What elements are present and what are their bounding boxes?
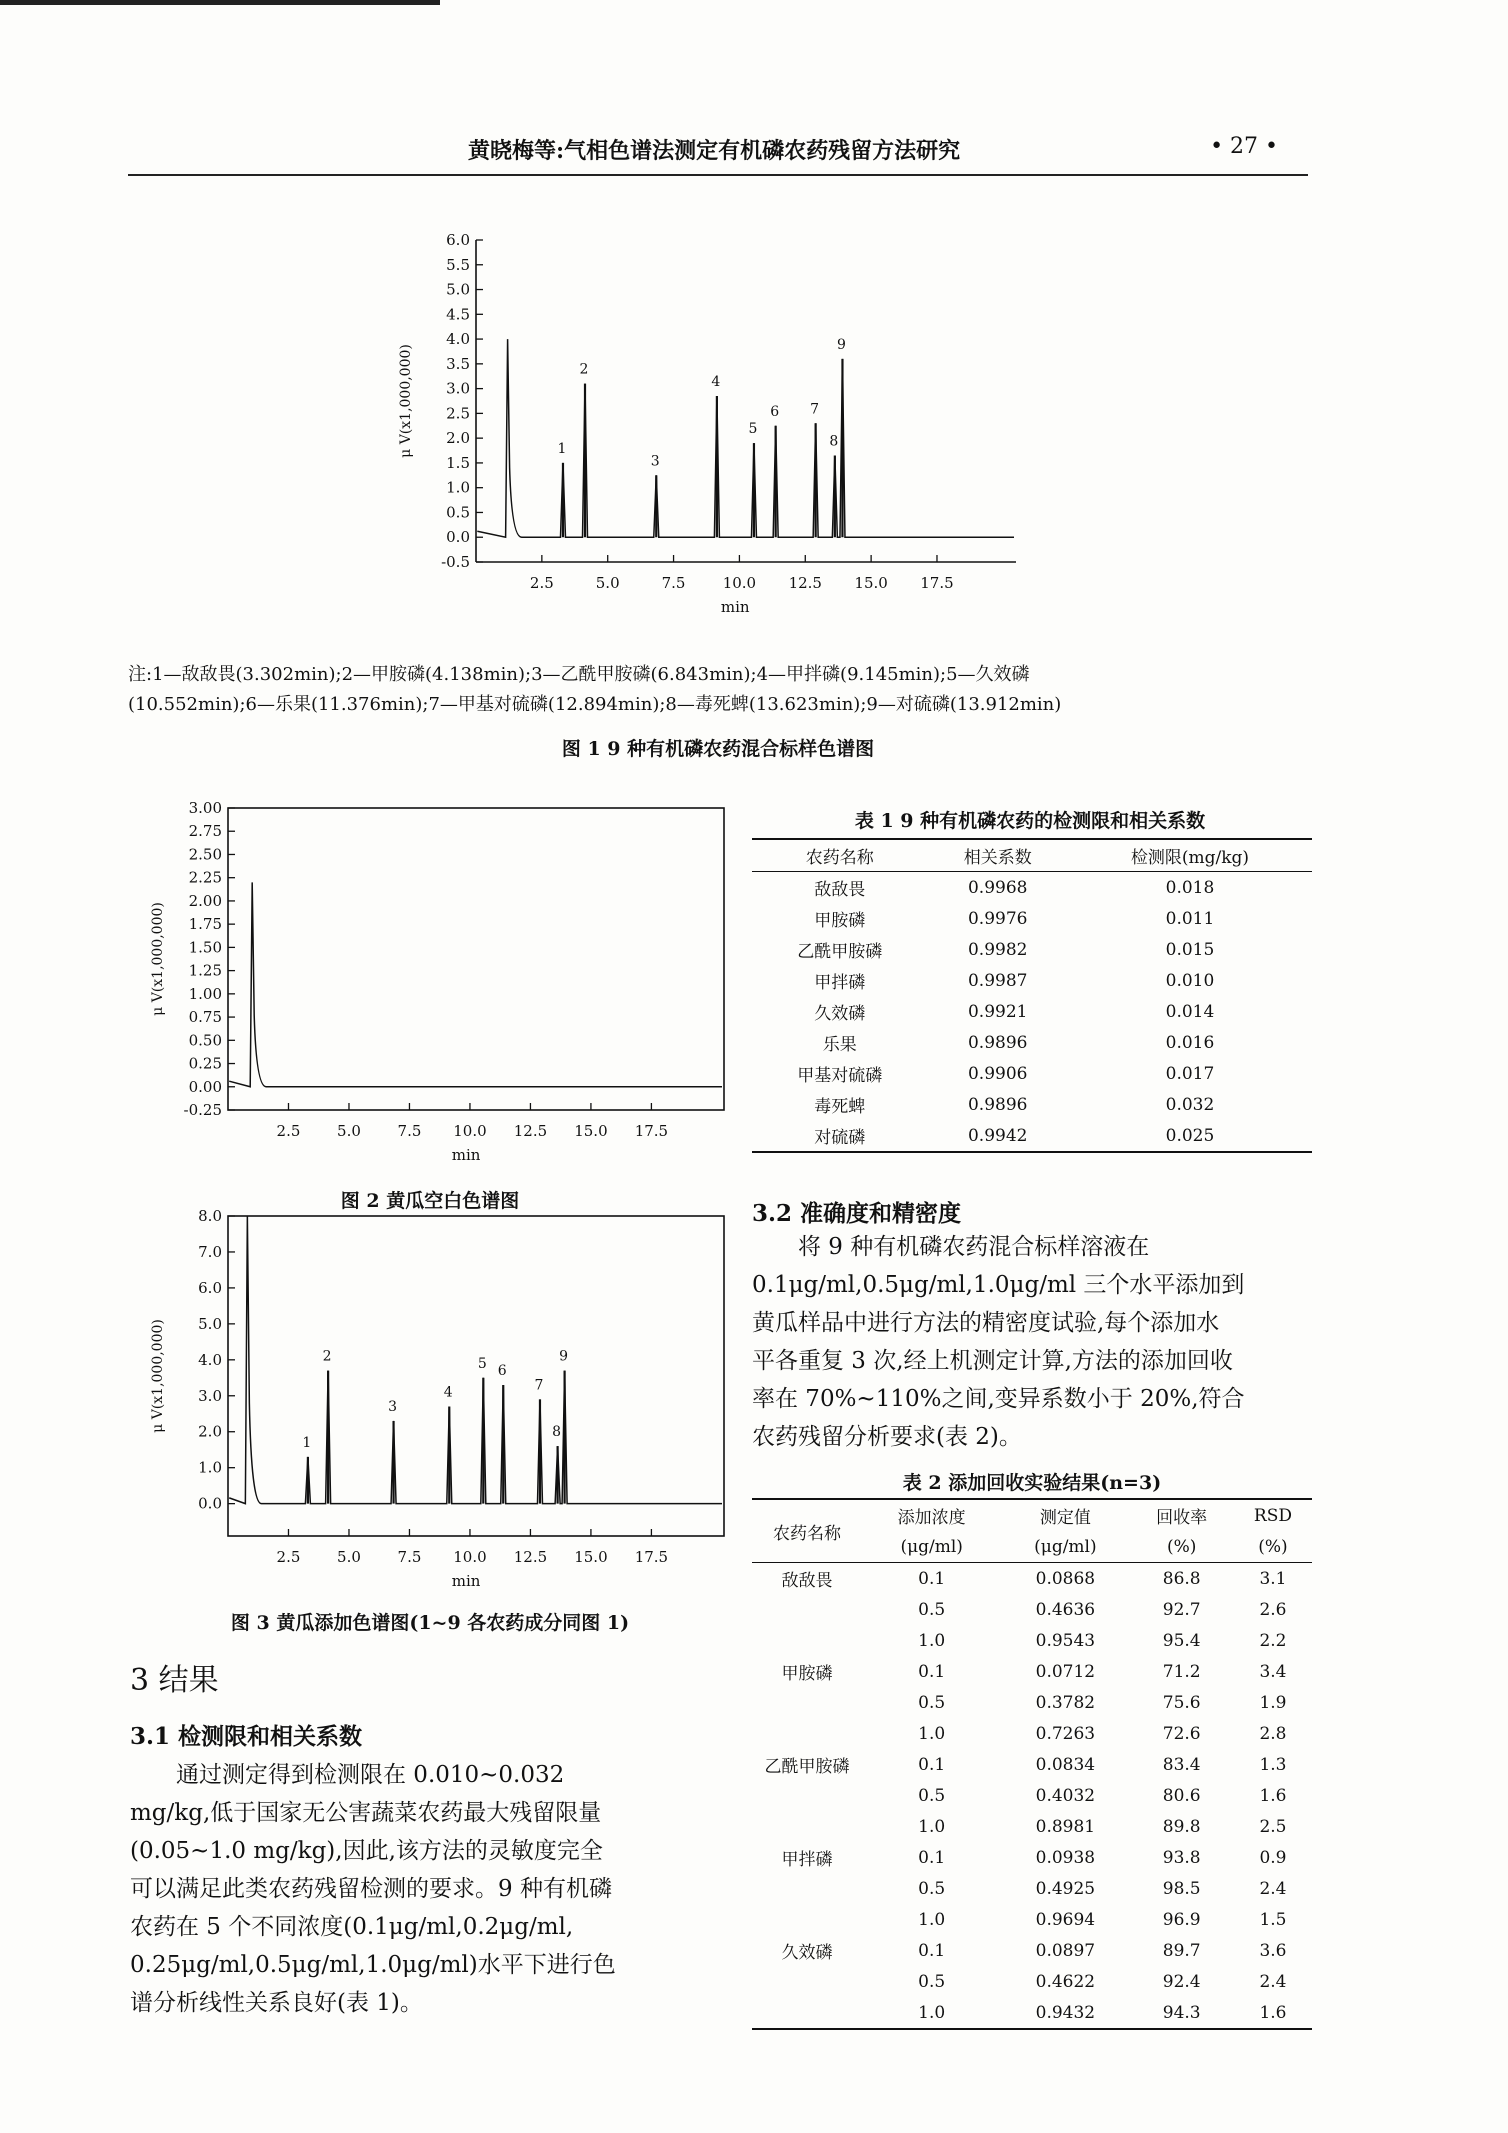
running-header [128, 128, 1308, 176]
chart-0-peak-label-8: 8 [829, 433, 839, 450]
chart-0-x-tick-label: 12.5 [788, 574, 822, 592]
table-2-cell: 71.2 [1162, 1661, 1201, 1682]
table-2-cell: 80.6 [1162, 1785, 1201, 1806]
table-2-cell [752, 1811, 862, 1842]
chart-2-x-axis-label: min [451, 1572, 481, 1590]
table-2-cell: 0.9543 [1035, 1630, 1096, 1651]
table-2-row [752, 1966, 1312, 1997]
chart-1-y-tick-label: 2.00 [188, 891, 222, 910]
table-1-header-cell: 农药名称 [805, 848, 874, 868]
chart-0-x-tick-label: 15.0 [854, 574, 888, 592]
chart-0-x-tick-label: 17.5 [920, 574, 954, 592]
table-2-cell: 1.9 [1259, 1692, 1287, 1713]
table-1 [752, 838, 1312, 1153]
table-2-row [752, 1625, 1312, 1656]
table-2-cell [752, 1873, 862, 1904]
table-2-cell: 75.6 [1162, 1692, 1201, 1713]
table-2-cell [752, 1904, 862, 1935]
table-2-cell: 甲拌磷 [781, 1850, 833, 1870]
table-1-cell: 久效磷 [814, 1004, 866, 1024]
paragraph-line: 农药在 5 个不同浓度(0.1μg/ml,0.2μg/ml, [130, 1914, 574, 1940]
table-1-cell: 对硫磷 [814, 1128, 866, 1148]
table-1-cell: 甲基对硫磷 [797, 1066, 883, 1086]
table-2-cell: 0.1 [918, 1847, 946, 1868]
chart-2-x-tick-label: 7.5 [397, 1548, 422, 1566]
section-3-2-paragraph [752, 1228, 1308, 1456]
chart-2-x-tick-label: 2.5 [276, 1548, 301, 1566]
table-2-unit-cell: (%) [1258, 1536, 1288, 1557]
table-2-cell [752, 1966, 862, 1997]
table-2-row [752, 1873, 1312, 1904]
chart-1-y-tick-label: -0.25 [183, 1101, 222, 1119]
table-2-cell: 72.6 [1162, 1723, 1201, 1744]
table-2-cell: 0.1 [918, 1661, 946, 1682]
chart-0-x-tick-label: 5.0 [595, 574, 620, 592]
table-2-cell: 86.8 [1162, 1568, 1201, 1589]
table-1-caption: 表 1 9 种有机磷农药的检测限和相关系数 [854, 810, 1206, 832]
table-2-cell: 0.0897 [1035, 1940, 1096, 1961]
table-2-cell: 98.5 [1162, 1878, 1201, 1899]
chart-2-y-tick-label: 1.0 [198, 1458, 222, 1477]
table-2-header-cell: 回收率 [1156, 1508, 1208, 1528]
chart-1-x-tick-label: 10.0 [453, 1122, 487, 1140]
table-1-row [752, 934, 1312, 965]
table-2-cell: 89.7 [1162, 1940, 1201, 1961]
chart-2-x-tick-label: 10.0 [453, 1548, 487, 1566]
chart-2-y-tick-label: 6.0 [198, 1278, 222, 1297]
chart-0-peak-label-5: 5 [748, 421, 758, 438]
chart-0-y-tick-label: 2.0 [446, 429, 470, 448]
paragraph-line: 可以满足此类农药残留检测的要求。9 种有机磷 [130, 1876, 612, 1902]
table-2-cell: 0.5 [918, 1878, 946, 1899]
figure-1-note-line-2: (10.552min);6—乐果(11.376min);7—甲基对硫磷(12.894min);8—毒死蜱(13.623min);9—对硫磷(13.912min) [128, 694, 1062, 715]
table-2-row [752, 1749, 1312, 1780]
table-2-row [752, 1904, 1312, 1935]
figure-3-chromatogram [140, 1210, 740, 1605]
table-2-cell: 0.0834 [1035, 1754, 1096, 1775]
table-2-row [752, 1656, 1312, 1687]
table-2-cell: 0.0938 [1035, 1847, 1096, 1868]
table-1-cell: 0.9982 [967, 939, 1028, 960]
chart-2-peak-label-9: 9 [559, 1348, 569, 1365]
paragraph-line: 平各重复 3 次,经上机测定计算,方法的添加回收 [752, 1348, 1233, 1374]
table-2-cell: 1.6 [1259, 1785, 1287, 1806]
figure-1-note [128, 660, 1308, 720]
table-1-cell: 0.9968 [967, 877, 1028, 898]
table-2-cell [752, 1780, 862, 1811]
table-2-cell: 0.5 [918, 1785, 946, 1806]
paragraph-line: 0.1μg/ml,0.5μg/ml,1.0μg/ml 三个水平添加到 [752, 1272, 1245, 1298]
table-1-row [752, 1089, 1312, 1120]
table-1-cell: 0.9896 [967, 1094, 1028, 1115]
chart-2-y-tick-label: 8.0 [198, 1210, 222, 1225]
chart-2-y-tick-label: 2.0 [198, 1422, 222, 1441]
table-1-cell: 0.017 [1165, 1063, 1215, 1084]
table-1-cell: 0.010 [1165, 970, 1215, 991]
paragraph-line: 将 9 种有机磷农药混合标样溶液在 [798, 1234, 1150, 1260]
table-2-row [752, 1718, 1312, 1749]
table-1-cell: 0.9987 [967, 970, 1028, 991]
chart-2-y-tick-label: 7.0 [198, 1242, 222, 1261]
chart-0-peak-label-2: 2 [579, 361, 589, 378]
table-1-cell: 0.014 [1165, 1001, 1215, 1022]
table-2-header-cell: 测定值 [1039, 1508, 1091, 1528]
table-1-row [752, 1120, 1312, 1152]
chart-2-peak-label-5: 5 [477, 1355, 487, 1372]
table-1-cell: 甲胺磷 [814, 911, 866, 931]
chart-1-y-tick-label: 0.00 [188, 1077, 222, 1096]
table-1-cell: 0.9921 [967, 1001, 1028, 1022]
table-1-row [752, 903, 1312, 934]
table-2-cell: 96.9 [1162, 1909, 1201, 1930]
chart-0-y-tick-label: 6.0 [446, 231, 470, 249]
chart-1-x-tick-label: 5.0 [337, 1122, 361, 1140]
chart-0-y-tick-label: 2.5 [446, 404, 470, 423]
table-2-cell: 1.0 [918, 1909, 946, 1930]
table-2-cell: 89.8 [1162, 1816, 1201, 1837]
figure-1-note-line-1: 注:1—敌敌畏(3.302min);2—甲胺磷(4.138min);3—乙酰甲胺磷(6.843min);4—甲拌磷(9.145min);5—久效磷 [128, 664, 1030, 685]
chart-2-y-tick-label: 4.0 [198, 1350, 222, 1369]
table-2-row [752, 1594, 1312, 1625]
table-2-cell: 3.4 [1259, 1661, 1287, 1682]
section-3-2-heading: 3.2 准确度和精密度 [752, 1200, 962, 1227]
table-2-cell: 0.4636 [1035, 1599, 1096, 1620]
table-2-cell: 0.5 [918, 1599, 946, 1620]
table-1-cell: 0.032 [1165, 1094, 1215, 1115]
table-2-cell: 0.5 [918, 1971, 946, 1992]
table-2-cell: 3.1 [1259, 1568, 1287, 1589]
chart-0-y-tick-label: 4.0 [446, 330, 470, 349]
table-2-cell: 0.1 [918, 1568, 946, 1589]
chart-1-y-tick-label: 2.25 [188, 868, 222, 887]
chart-0-y-tick-label: 3.5 [446, 354, 470, 373]
chart-0-y-tick-label: 5.0 [446, 280, 470, 299]
section-3-1-heading: 3.1 检测限和相关系数 [130, 1723, 363, 1750]
table-2-cell: 2.2 [1259, 1630, 1287, 1651]
chart-0-y-tick-label: 5.5 [446, 255, 470, 274]
chart-2-peak-label-6: 6 [497, 1362, 507, 1379]
table-2-cell: 2.8 [1259, 1723, 1287, 1744]
table-2-row [752, 1563, 1312, 1595]
chart-0-x-tick-label: 2.5 [529, 574, 554, 592]
chart-0-peak-label-6: 6 [770, 403, 780, 420]
chart-1-y-tick-label: 1.00 [188, 984, 222, 1003]
chart-0-y-tick-label: 3.0 [446, 379, 470, 398]
chart-1-y-tick-label: 1.75 [188, 915, 222, 934]
table-2-row [752, 1811, 1312, 1842]
chart-2-x-tick-label: 5.0 [337, 1548, 361, 1566]
table-2-cell [752, 1997, 862, 2029]
table-2-cell: 1.0 [918, 2002, 946, 2023]
table-2-header-cell: 添加浓度 [897, 1508, 966, 1528]
paragraph-line: (0.05~1.0 mg/kg),因此,该方法的灵敏度完全 [130, 1838, 603, 1864]
chart-1-y-tick-label: 3.00 [188, 800, 222, 817]
chart-2-peak-label-4: 4 [443, 1384, 453, 1401]
chart-2-peak-label-8: 8 [552, 1424, 562, 1441]
chart-2-y-tick-label: 3.0 [198, 1386, 222, 1405]
table-1-cell: 0.016 [1165, 1032, 1215, 1053]
table-2-unit-cell: (%) [1166, 1536, 1197, 1557]
table-2-row [752, 1687, 1312, 1718]
paragraph-line: 农药残留分析要求(表 2)。 [752, 1424, 1022, 1450]
chart-1-y-axis-label: μ V(x1,000,000) [150, 902, 166, 1016]
table-1-header-row [752, 839, 1312, 872]
table-2-header-cell: RSD [1253, 1505, 1292, 1526]
paragraph-line: 黄瓜样品中进行方法的精密度试验,每个添加水 [752, 1310, 1220, 1336]
chart-2-x-tick-label: 12.5 [513, 1548, 548, 1566]
table-2-unit-cell: (μg/ml) [900, 1536, 963, 1557]
table-2-cell: 1.5 [1259, 1909, 1287, 1930]
table-2-cell: 0.0712 [1035, 1661, 1096, 1682]
chart-2-peak-label-7: 7 [534, 1377, 544, 1394]
table-1-cell: 0.9906 [967, 1063, 1028, 1084]
table-2-cell [752, 1625, 862, 1656]
chart-0-x-axis-label: min [720, 598, 750, 616]
chart-1-y-tick-label: 0.25 [188, 1054, 222, 1073]
table-1-cell: 毒死蜱 [814, 1097, 866, 1117]
table-1-cell: 0.9896 [967, 1032, 1028, 1053]
table-2-cell: 0.1 [918, 1754, 946, 1775]
figure-2-caption: 图 2 黄瓜空白色谱图 [340, 1190, 520, 1212]
table-1-cell: 0.025 [1165, 1125, 1215, 1146]
chart-0-y-tick-label: 0.5 [446, 503, 470, 522]
chart-0-x-tick-label: 7.5 [661, 574, 686, 592]
section-3-1-paragraph [130, 1756, 690, 2022]
table-2-row [752, 1842, 1312, 1873]
chart-1-x-axis-label: min [451, 1146, 481, 1164]
table-2-cell: 0.8981 [1035, 1816, 1096, 1837]
table-2-cell: 0.0868 [1035, 1568, 1096, 1589]
figure-2-chromatogram [140, 800, 740, 1185]
chart-1-y-tick-label: 2.50 [188, 845, 222, 864]
table-1-cell: 乐果 [822, 1035, 857, 1055]
chart-0-x-tick-label: 10.0 [722, 574, 757, 592]
table-1-cell: 甲拌磷 [814, 973, 866, 993]
chart-1-x-tick-label: 7.5 [397, 1122, 422, 1140]
chart-1-y-tick-label: 2.75 [188, 822, 222, 841]
table-1-cell: 0.9942 [967, 1125, 1028, 1146]
table-2-cell: 3.6 [1259, 1940, 1287, 1961]
chart-1-y-tick-label: 0.75 [188, 1008, 222, 1027]
table-2-cell: 敌敌畏 [781, 1571, 833, 1591]
table-1-cell: 0.011 [1165, 908, 1215, 929]
chart-0-y-tick-label: -0.5 [441, 553, 470, 571]
figure-1-caption: 图 1 9 种有机磷农药混合标样色谱图 [561, 738, 875, 760]
table-2-cell [752, 1594, 862, 1625]
chart-2-y-tick-label: 5.0 [198, 1314, 222, 1333]
table-2-cell: 0.4622 [1035, 1971, 1096, 1992]
table-2-cell: 0.4925 [1035, 1878, 1096, 1899]
table-2-cell: 93.8 [1162, 1847, 1201, 1868]
chart-0-peak-label-7: 7 [810, 401, 820, 418]
table-2-header-row [752, 1499, 1312, 1531]
chart-2-trace-line [229, 1216, 722, 1504]
chart-0-y-axis-label: μ V(x1,000,000) [398, 344, 414, 458]
table-2-cell: 0.9 [1259, 1847, 1287, 1868]
table-2-cell: 0.3782 [1035, 1692, 1096, 1713]
table-2-cell: 95.4 [1162, 1630, 1201, 1651]
table-2-cell: 1.0 [918, 1723, 946, 1744]
chart-2-plot-frame [228, 1216, 724, 1536]
chart-2-y-axis-label: μ V(x1,000,000) [150, 1319, 166, 1433]
chart-0-y-tick-label: 0.0 [446, 528, 470, 547]
table-2-cell: 1.3 [1259, 1754, 1287, 1775]
table-2-cell: 92.4 [1162, 1971, 1201, 1992]
chart-1-plot-frame [228, 808, 724, 1110]
paragraph-line: mg/kg,低于国家无公害蔬菜农药最大残留限量 [130, 1800, 602, 1826]
table-1-header-cell: 检测限(mg/kg) [1130, 848, 1250, 868]
paragraph-line: 0.25μg/ml,0.5μg/ml,1.0μg/ml)水平下进行色 [130, 1952, 616, 1978]
table-1-row [752, 872, 1312, 904]
table-2-cell: 83.4 [1162, 1754, 1201, 1775]
chart-0-peak-label-1: 1 [557, 440, 567, 457]
table-2-row [752, 1997, 1312, 2029]
chart-1-y-tick-label: 0.50 [188, 1031, 222, 1050]
table-2-cell: 0.4032 [1035, 1785, 1096, 1806]
chart-2-x-tick-label: 17.5 [634, 1548, 669, 1566]
chart-2-peak-label-2: 2 [322, 1348, 332, 1365]
table-1-cell: 乙酰甲胺磷 [797, 942, 883, 962]
chart-1-y-tick-label: 1.25 [188, 961, 222, 980]
table-2-cell: 1.0 [918, 1630, 946, 1651]
chart-1-x-tick-label: 15.0 [574, 1122, 608, 1140]
table-1-row [752, 1027, 1312, 1058]
table-2-header-cell: 农药名称 [773, 1523, 841, 1544]
running-title: 黄晓梅等:气相色谱法测定有机磷农药残留方法研究 [468, 138, 961, 164]
paragraph-line: 通过测定得到检测限在 0.010~0.032 [176, 1762, 565, 1788]
table-2-cell [752, 1718, 862, 1749]
table-2-caption: 表 2 添加回收实验结果(n=3) [902, 1472, 1162, 1494]
chart-1-trace-line [229, 882, 722, 1086]
chart-0-peak-label-9: 9 [837, 336, 846, 353]
chart-0-y-tick-label: 1.5 [446, 453, 470, 472]
chart-0-peak-label-4: 4 [711, 374, 721, 391]
table-2-cell: 0.1 [918, 1940, 946, 1961]
table-2-row [752, 1935, 1312, 1966]
table-2-cell: 2.4 [1259, 1878, 1287, 1899]
table-2-cell: 乙酰甲胺磷 [764, 1757, 850, 1777]
table-2-cell: 久效磷 [781, 1943, 833, 1963]
chart-0-peak-label-3: 3 [650, 453, 660, 470]
table-1-row [752, 1058, 1312, 1089]
table-2-cell [752, 1687, 862, 1718]
table-2-cell: 1.6 [1259, 2002, 1287, 2023]
table-2 [752, 1498, 1312, 2030]
chart-2-peak-label-1: 1 [302, 1434, 312, 1451]
chart-2-peak-label-3: 3 [388, 1398, 398, 1415]
table-2-cell: 0.9694 [1035, 1909, 1096, 1930]
chart-2-x-tick-label: 15.0 [574, 1548, 608, 1566]
section-3-heading: 3 结果 [130, 1663, 219, 1698]
table-2-cell: 0.9432 [1035, 2002, 1096, 2023]
figure-1-chromatogram [380, 222, 1030, 642]
chart-1-x-tick-label: 2.5 [276, 1122, 301, 1140]
table-2-cell: 1.0 [918, 1816, 946, 1837]
paragraph-line: 率在 70%~110%之间,变异系数小于 20%,符合 [752, 1386, 1245, 1412]
chart-1-y-tick-label: 1.50 [188, 938, 222, 957]
table-2-cell: 2.4 [1259, 1971, 1287, 1992]
table-1-header-cell: 相关系数 [963, 848, 1032, 868]
page-number: • 27 • [1210, 134, 1278, 159]
table-1-cell: 敌敌畏 [814, 880, 866, 900]
chart-0-trace-line [477, 336, 1014, 537]
top-rule [0, 0, 440, 5]
paragraph-line: 谱分析线性关系良好(表 1)。 [130, 1990, 423, 2016]
chart-0-y-tick-label: 1.0 [446, 478, 470, 497]
table-2-cell: 甲胺磷 [781, 1664, 833, 1684]
table-2-cell: 0.7263 [1035, 1723, 1096, 1744]
table-1-cell: 0.018 [1165, 877, 1215, 898]
table-2-row [752, 1780, 1312, 1811]
chart-0-y-tick-label: 4.5 [446, 305, 470, 324]
table-1-row [752, 965, 1312, 996]
table-2-unit-cell: (μg/ml) [1034, 1536, 1097, 1557]
table-1-cell: 0.9976 [967, 908, 1028, 929]
figure-3-caption: 图 3 黄瓜添加色谱图(1~9 各农药成分同图 1) [230, 1612, 630, 1634]
table-2-cell: 2.6 [1259, 1599, 1287, 1620]
table-2-cell: 0.5 [918, 1692, 946, 1713]
table-1-row [752, 996, 1312, 1027]
table-2-cell: 92.7 [1162, 1599, 1201, 1620]
chart-1-x-tick-label: 17.5 [634, 1122, 669, 1140]
table-2-cell: 94.3 [1162, 2002, 1201, 2023]
table-2-cell: 2.5 [1259, 1816, 1287, 1837]
chart-1-x-tick-label: 12.5 [513, 1122, 548, 1140]
table-1-cell: 0.015 [1165, 939, 1215, 960]
chart-2-y-tick-label: 0.0 [198, 1494, 222, 1513]
